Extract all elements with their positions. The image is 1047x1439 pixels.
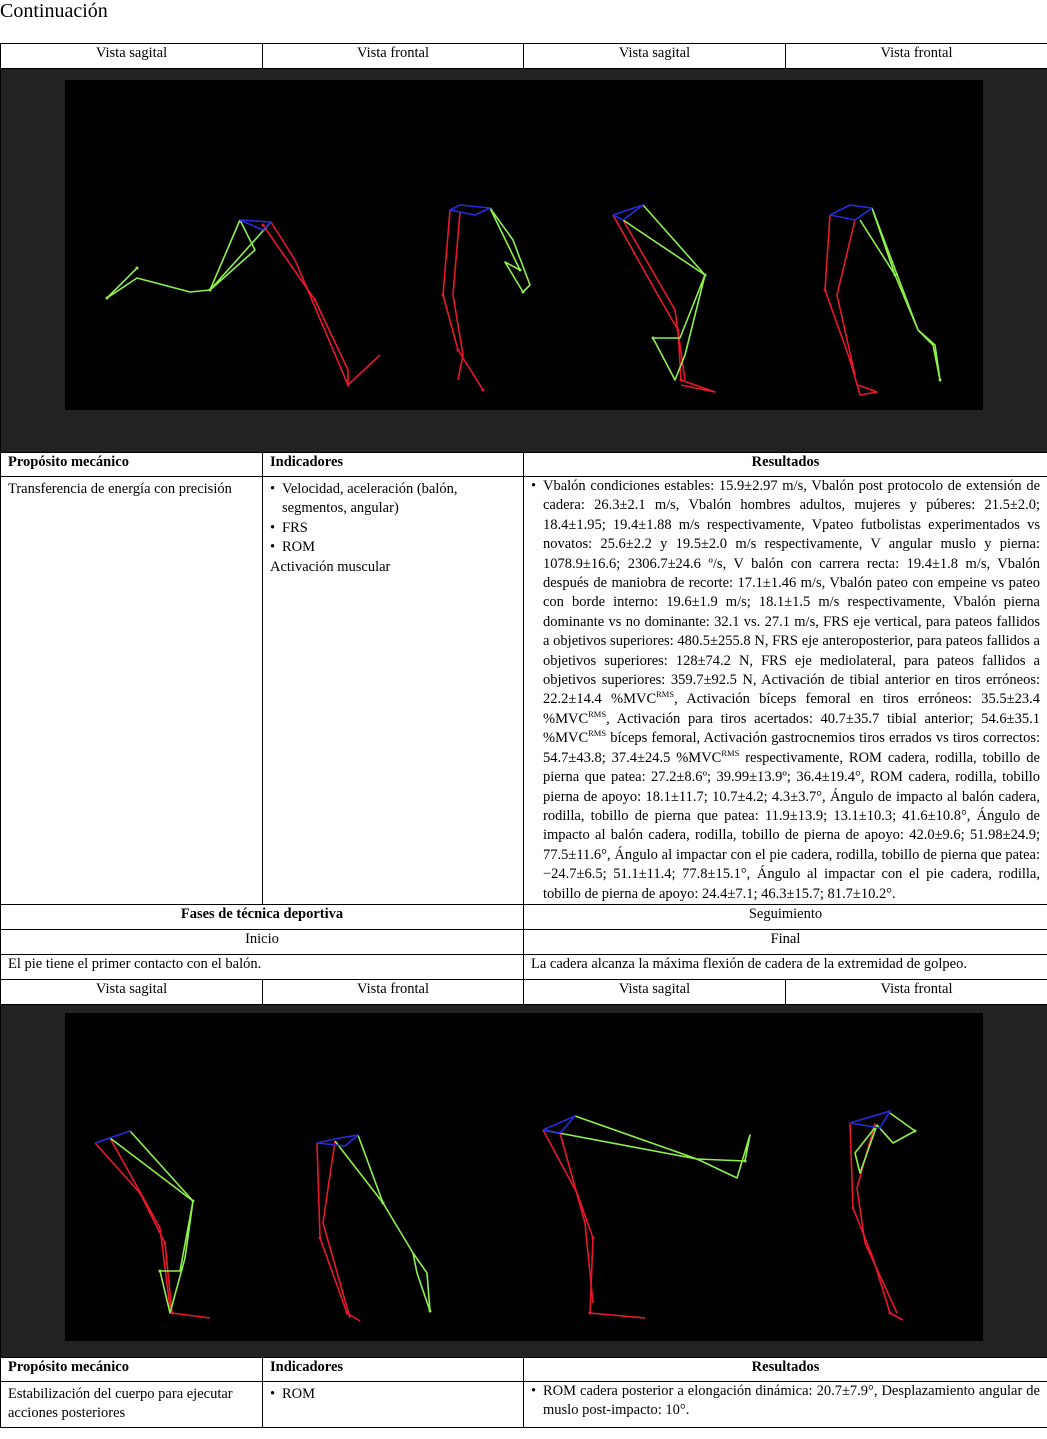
section2-content-row <box>1 1381 1047 1427</box>
skeleton-drawing-2 <box>65 1013 983 1341</box>
kick-analysis-table <box>0 43 1047 1428</box>
indicator-item: • Velocidad, aceleración (balón, segmentos, angular) <box>270 480 516 519</box>
phase-end-desc: La cadera alcanza la máxima flexión de cadera de la extremidad de golpeo. <box>524 954 1047 979</box>
view-label: Vista frontal <box>786 44 1047 69</box>
section2-purpose: Estabilización del cuerpo para ejecutar acciones posteriores <box>1 1381 263 1427</box>
purpose-header: Propósito mecánico <box>1 453 263 477</box>
section1-header-row <box>1 453 1047 477</box>
results-text: respectivamente, ROM cadera, rodilla, tobillo de pierna que patea: 27.2±8.6º; 39.99±13.9º; 36.4±19.4°, ROM cadera, rodilla, tobillo pierna de apoyo: 18.1±11.7; 10.7±4.2; 4.3±3.7°, Ángulo de impacto al balón cadera, rodilla, tobillo de pierna que patea: 11.9±13.9; 13.1±10.3; 41.6±10.8°, Ángulo de impacto al balón cadera, rodilla, tobillo de pierna de apoyo: 42.0±9.6; 51.98±24.9; 77.5±11.6°, Ángulo al impactar con el pie cadera, rodilla, tobillo de pierna que patea: −24.7±6.5; 51.1±11.4; 77.8±15.1°, Ángulo al impactar con el pie cadera, rodilla, tobillo de pierna de apoyo: 24.4±7.1; 46.3±15.7; 81.7±10.2°. <box>543 749 1040 902</box>
results-header: Resultados <box>524 1357 1047 1381</box>
phase-start-desc: El pie tiene el primer contacto con el balón. <box>1 954 524 979</box>
phase-end: Final <box>524 929 1047 954</box>
skeleton-image-row-2 <box>1 1004 1047 1357</box>
results-header: Resultados <box>524 453 1047 477</box>
indicator-item: • ROM <box>270 1385 516 1404</box>
view-header-row-2 <box>1 979 1047 1004</box>
phases-desc-row <box>1 954 1047 979</box>
indicator-plain: Activación muscular <box>270 558 391 575</box>
skeleton-figure-1 <box>65 80 983 410</box>
section2-header-row <box>1 1357 1047 1381</box>
indicator-item: • ROM <box>270 538 516 557</box>
results-text: • ROM cadera posterior a elongación dinámica: 20.7±7.9°, Desplazamiento angular de muslo post-impacto: 10°. <box>531 1382 1040 1421</box>
section1-purpose: Transferencia de energía con precisión <box>1 477 263 905</box>
purpose-header: Propósito mecánico <box>1 1357 263 1381</box>
results-text: Vbalón condiciones estables: 15.9±2.97 m/s, Vbalón post protocolo de extensión de cadera: 26.3±2.1 m/s, Vbalón hombres adultos, mujeres y púberes: 21.5±2.0; 18.4±1.95; 19.4±1.88 m/s respectivamente, Vpateo futbolistas experimentados vs novatos: 25.6±2.2 y 19.5±2.0 m/s respectivamente, V angular muslo y pierna: 1078.9±16.6; 2306.7±24.6 º/s, V balón con carrera recta: 19.4±1.8 m/s, Vbalón después de maniobra de recorte: 17.1±1.46 m/s, Vbalón pateo con empeine vs pateo con borde interno: 19.6±1.9 m/s; 18.1±1.5 m/s respectivamente, Vbalón pierna dominante vs no dominante: 32.1 vs. 27.1 m/s, FRS eje vertical, para pateos fallidos a objetivos superiores: 480.5±255.8 N, FRS eje anteroposterior, para pateos fallidos a objetivos superiores: 128±74.2 N, FRS eje mediolateral, para pateos fallidos a objetivos superiores: 359.7±92.5 N, Activación de tibial anterior en tiros erróneos: 22.2±14.4 %MVC <box>543 478 1040 708</box>
view-label: Vista sagital <box>524 979 786 1004</box>
rms-superscript: RMS <box>588 708 607 719</box>
section2-indicators <box>263 1381 524 1427</box>
results-text: , Activación bíceps femoral en tiros erróneos: 35.5±23.4 %MVC <box>543 691 1040 727</box>
view-label: Vista sagital <box>524 44 786 69</box>
rms-superscript: RMS <box>721 747 740 758</box>
indicators-header: Indicadores <box>263 1357 524 1381</box>
skeleton-drawing-1 <box>65 80 983 410</box>
rms-superscript: RMS <box>656 689 675 700</box>
results-text: bíceps femoral, Activación gastrocnemios tiros errados vs tiros correctos: 54.7±43.8; 37.4±24.5 %MVC <box>543 730 1040 766</box>
section2-results <box>524 1381 1047 1427</box>
phase-start: Inicio <box>1 929 524 954</box>
phases-title: Fases de técnica deportiva <box>1 904 524 929</box>
section1-indicators <box>263 477 524 905</box>
indicator-item: • FRS <box>270 519 516 538</box>
indicators-header: Indicadores <box>263 453 524 477</box>
view-label: Vista sagital <box>1 979 263 1004</box>
rms-superscript: RMS <box>588 728 607 739</box>
section1-results <box>524 477 1047 905</box>
section1-content-row <box>1 477 1047 905</box>
view-label: Vista sagital <box>1 44 263 69</box>
results-text: , Activación para tiros acertados: 40.7±35.7 tibial anterior; 54.6±35.1 %MVC <box>543 710 1040 747</box>
view-label: Vista frontal <box>263 979 524 1004</box>
view-label: Vista frontal <box>263 44 524 69</box>
phase-follow: Seguimiento <box>524 904 1047 929</box>
continuation-heading: Continuación <box>0 0 108 22</box>
skeleton-figure-2 <box>65 1013 983 1341</box>
view-header-row-1 <box>1 44 1047 69</box>
skeleton-image-row-1 <box>1 69 1047 453</box>
phases-label-row <box>1 929 1047 954</box>
phases-title-row <box>1 904 1047 929</box>
view-label: Vista frontal <box>786 979 1047 1004</box>
